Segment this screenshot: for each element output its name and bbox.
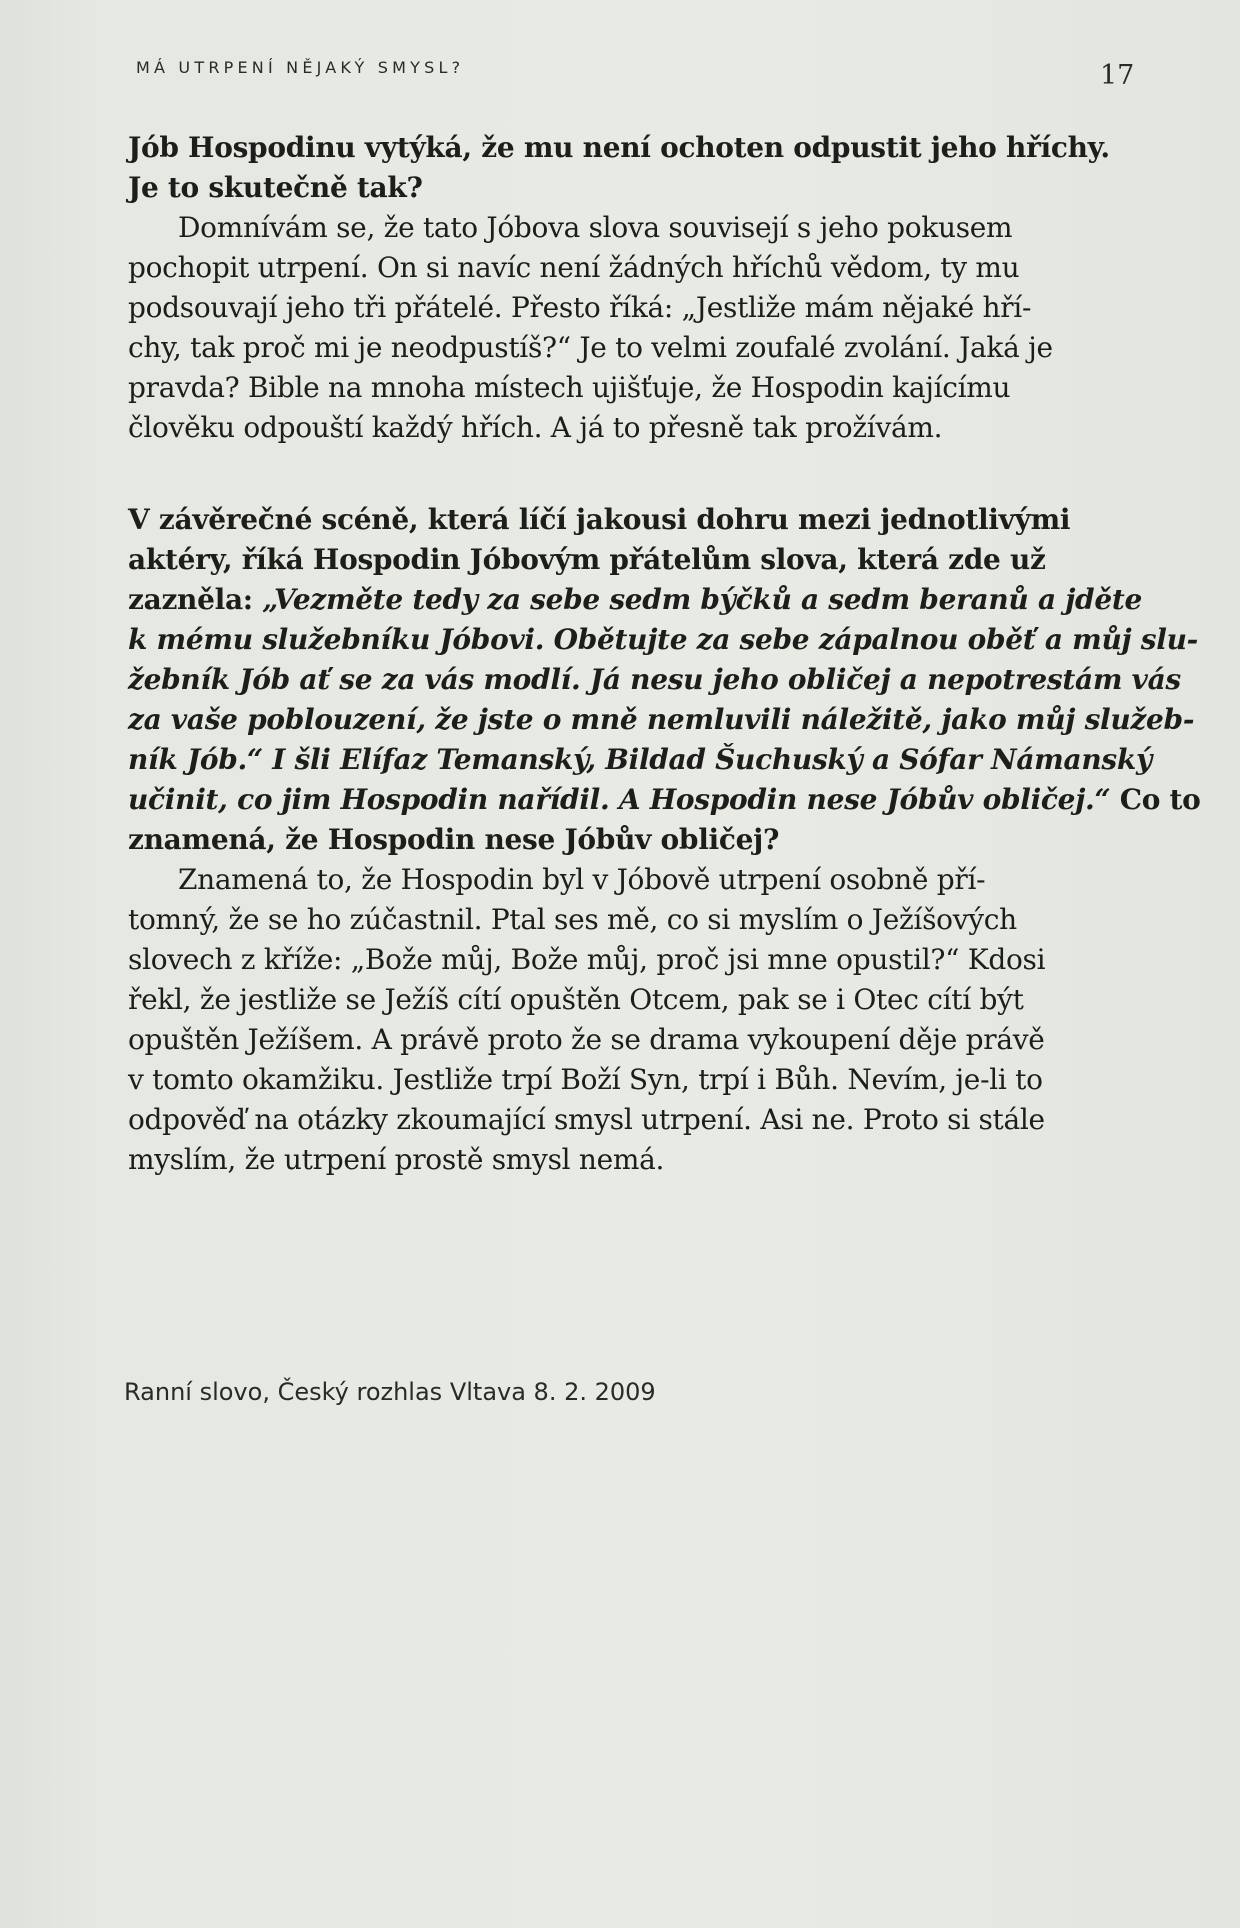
question-1-line: Jób Hospodinu vytýká, že mu není ochoten odpustit jeho hříchy. <box>128 131 1110 164</box>
running-head: MÁ UTRPENÍ NĚJAKÝ SMYSL? <box>136 58 465 77</box>
answer-1-line: podsouvají jeho tři přátelé. Přesto říká: „Jestliže mám nějaké hří- <box>128 291 1032 324</box>
question-2-line <box>128 780 1201 820</box>
answer-2-line: tomný, že se ho zúčastnil. Ptal ses mě, co si myslím o Ježíšových <box>128 903 1017 936</box>
answer-1 <box>128 208 1138 448</box>
page-content <box>128 128 1201 1180</box>
scripture-quote-line: ník Jób.“ I šli Elífaz Temanský, Bildad Šuchuský a Sófar Námanský <box>128 743 1152 776</box>
question-1-line: Je to skutečně tak? <box>128 171 423 204</box>
question-2-text: zazněla: <box>128 583 263 616</box>
scripture-quote-line: žebník Jób ať se za vás modlí. Já nesu jeho obličej a nepotrestám vás <box>128 663 1181 696</box>
section-gap <box>128 448 1138 500</box>
answer-2 <box>128 860 1138 1180</box>
question-2-line: aktéry, říká Hospodin Jóbovým přátelům slova, která zde už <box>128 543 1046 576</box>
answer-2-line: řekl, že jestliže se Ježíš cítí opuštěn Otcem, pak se i Otec cítí být <box>128 983 1024 1016</box>
scripture-quote: „Vezměte tedy za sebe sedm býčků a sedm beranů a jděte <box>262 583 1142 616</box>
answer-1-line: chy, tak proč mi je neodpustíš?“ Je to velmi zoufalé zvolání. Jaká je <box>128 331 1053 364</box>
answer-1-line: člověku odpouští každý hřích. A já to přesně tak prožívám. <box>128 411 943 444</box>
scripture-quote-line: za vaše poblouzení, že jste o mně nemluvili náležitě, jako můj služeb- <box>128 703 1195 736</box>
answer-2-line: myslím, že utrpení prostě smysl nemá. <box>128 1143 665 1176</box>
question-2-line: V závěrečné scéně, která líčí jakousi dohru mezi jednotlivými <box>128 503 1071 536</box>
question-2-line: znamená, že Hospodin nese Jóbův obličej? <box>128 823 780 856</box>
question-2-line <box>128 580 1142 620</box>
answer-2-line: odpověď na otázky zkoumající smysl utrpení. Asi ne. Proto si stále <box>128 1103 1045 1136</box>
answer-1-line: pravda? Bible na mnoha místech ujišťuje, že Hospodin kajícímu <box>128 371 1011 404</box>
answer-2-line: slovech z kříže: „Bože můj, Bože můj, proč jsi mne opustil?“ Kdosi <box>128 943 1046 976</box>
question-1 <box>128 128 1138 208</box>
scripture-quote: učinit, co jim Hospodin nařídil. A Hospodin nese Jóbův obličej.“ <box>128 783 1111 816</box>
scripture-quote-line: k mému služebníku Jóbovi. Obětujte za sebe zápalnou oběť a můj slu- <box>128 623 1198 656</box>
answer-2-line: v tomto okamžiku. Jestliže trpí Boží Syn, trpí i Bůh. Nevím, je-li to <box>128 1063 1043 1096</box>
question-2-text: Co to <box>1110 783 1201 816</box>
source-citation: Ranní slovo, Český rozhlas Vltava 8. 2. 2009 <box>124 1378 656 1406</box>
answer-2-line: opuštěn Ježíšem. A právě proto že se drama vykoupení děje právě <box>128 1023 1045 1056</box>
question-2 <box>128 500 1201 860</box>
answer-1-line: Domnívám se, že tato Jóbova slova souvisejí s jeho pokusem <box>178 211 1013 244</box>
page-number: 17 <box>1100 60 1135 91</box>
answer-2-line: Znamená to, že Hospodin byl v Jóbově utrpení osobně pří- <box>178 863 986 896</box>
answer-1-line: pochopit utrpení. On si navíc není žádných hříchů vědom, ty mu <box>128 251 1020 284</box>
